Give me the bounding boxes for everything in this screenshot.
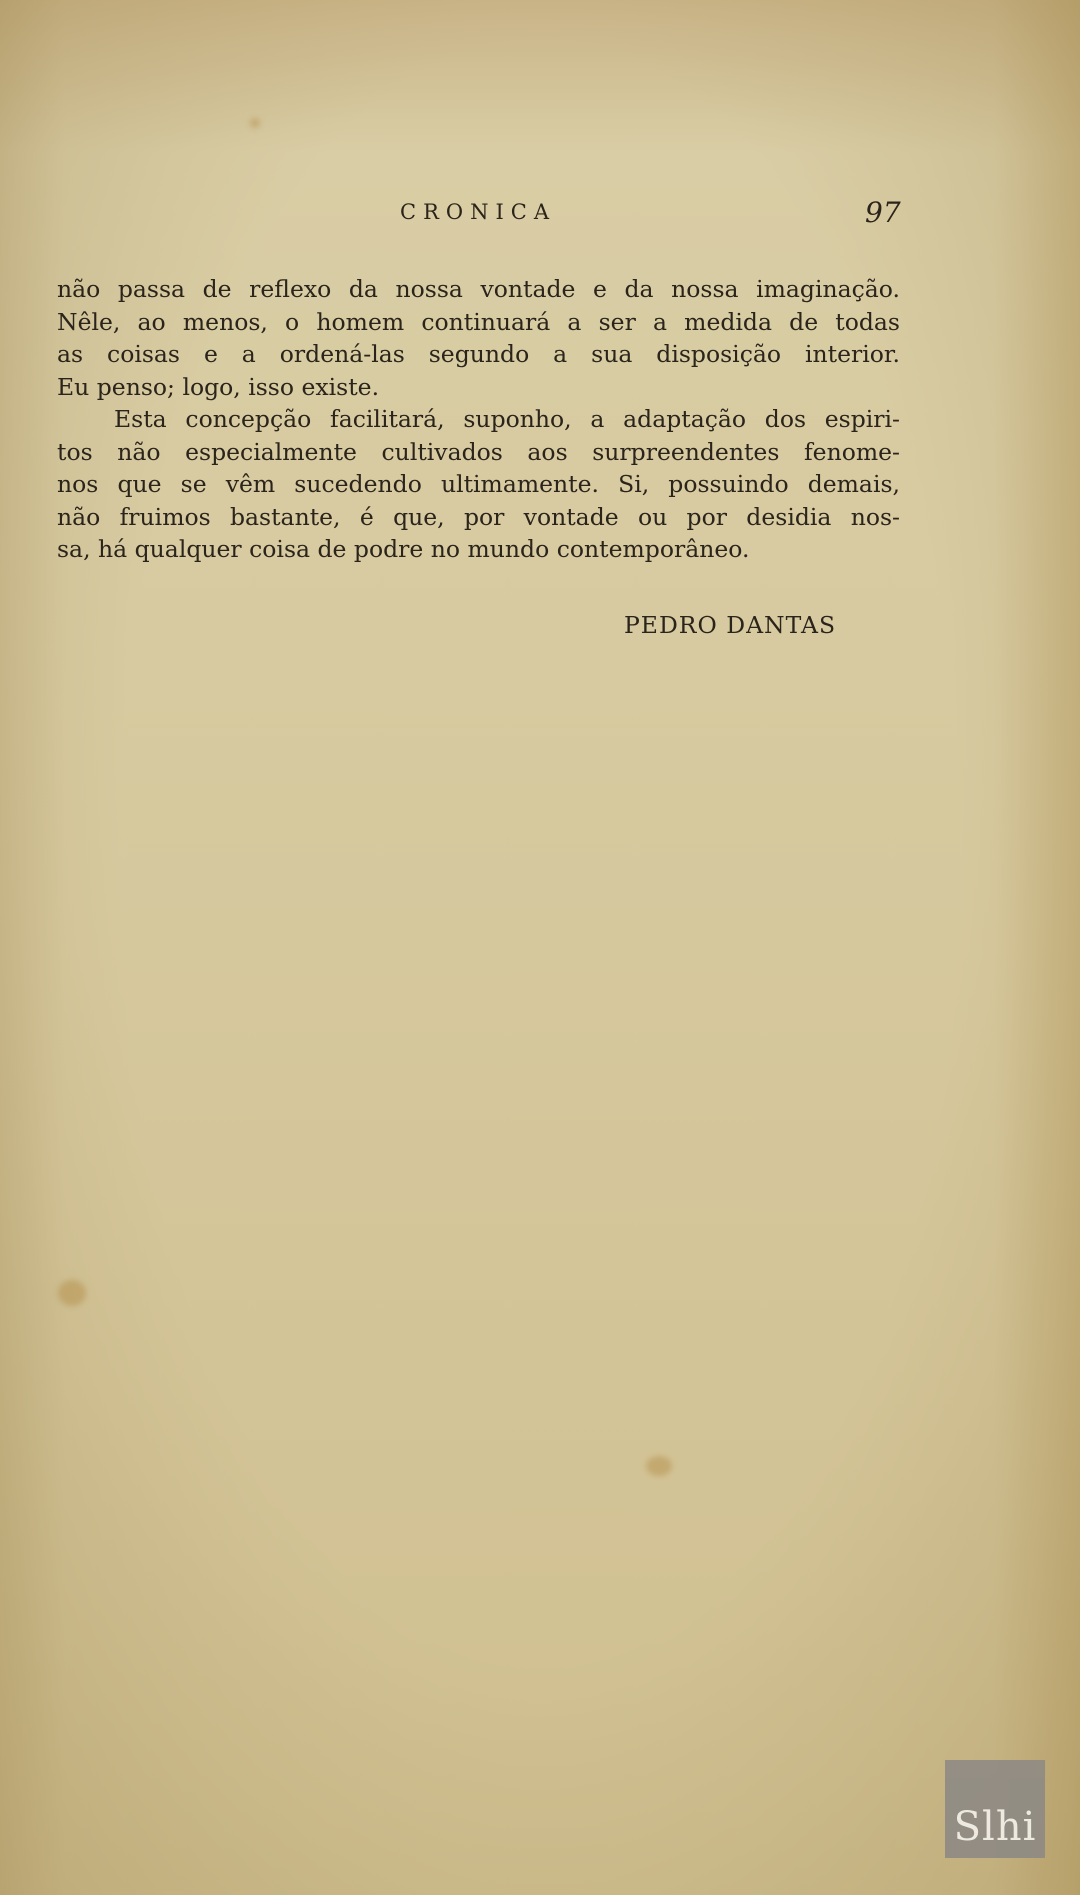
text-line: tos não especialmente cultivados aos surpreendentes fenome-	[57, 437, 900, 466]
text-line: Esta concepção facilitará, suponho, a adaptação dos espiri-	[114, 405, 900, 433]
text-line: sa, há qualquer coisa de podre no mundo contemporâneo.	[57, 535, 750, 563]
page-number: 97	[865, 196, 901, 229]
author-signature: PEDRO DANTAS	[624, 611, 837, 639]
text-line: Eu penso; logo, isso existe.	[57, 372, 380, 401]
paper-stain	[646, 1456, 672, 1476]
paper-stain	[58, 1280, 86, 1306]
library-logo	[945, 1760, 1045, 1858]
running-title: CRONICA	[400, 200, 556, 224]
text-line: Nêle, ao menos, o homem continuará a ser a medida de todas	[57, 307, 900, 336]
body-text	[57, 273, 900, 566]
text-line: nos que se vêm sucedendo ultimamente. Si, possuindo demais,	[57, 470, 900, 498]
text-line: as coisas e a ordená-las segundo a sua disposição interior.	[57, 340, 900, 368]
text-line: não fruimos bastante, é que, por vontade ou por desidia nos-	[57, 502, 900, 531]
logo-text: Slhi	[953, 1804, 1037, 1850]
paper-stain	[250, 118, 260, 128]
text-line: não passa de reflexo da nossa vontade e da nossa imaginação.	[57, 275, 900, 303]
